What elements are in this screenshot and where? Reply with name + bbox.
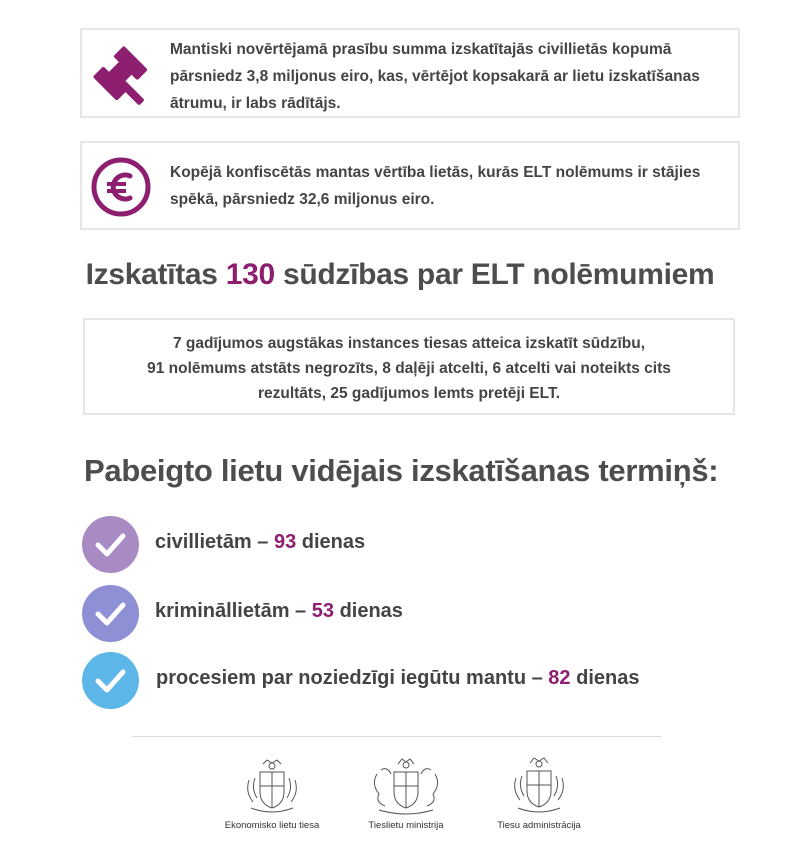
term-label: civillietām – bbox=[155, 531, 269, 553]
logo-economic-court bbox=[212, 758, 332, 831]
appeals-heading-prefix: Izskatītas bbox=[85, 258, 218, 291]
logo-court-administration bbox=[480, 756, 598, 831]
logo-label: Ekonomisko lietu tiesa bbox=[224, 820, 320, 831]
logo-ministry-of-justice bbox=[348, 756, 464, 831]
appeals-line-2: 91 nolēmums atstāts negrozīts, 8 daļēji atcelti, 6 atcelti vai noteikts cits bbox=[147, 360, 671, 377]
confiscation-card bbox=[80, 141, 740, 230]
appeals-line-1: 7 gadījumos augstākas instances tiesas atteica izskatīt sūdzību, bbox=[172, 335, 646, 352]
term-value: 93 bbox=[273, 531, 297, 553]
appeals-count: 130 bbox=[225, 258, 275, 291]
term-value: 53 bbox=[311, 600, 334, 622]
appeals-heading-suffix: sūdzības par ELT nolēmumiem bbox=[282, 258, 715, 291]
claims-text: Mantiski novērtējamā prasību summa izskatītajās civillietās kopumā pārsniedz 3,8 miljonus eiro, kas, vērtējot kopsakarā ar lietu izskatīšanas ātrumu, ir labs rādītājs. bbox=[170, 41, 700, 112]
coat-of-arms-icon bbox=[508, 756, 570, 816]
appeals-summary-box bbox=[83, 318, 735, 415]
term-item-proceeds bbox=[82, 652, 722, 710]
logo-label: Tieslietu ministrija bbox=[368, 820, 444, 831]
logo-label: Tiesu administrācija bbox=[497, 820, 581, 831]
term-label: procesiem par noziedzīgi iegūtu mantu – bbox=[156, 667, 543, 689]
term-item-civil bbox=[82, 516, 722, 574]
confiscation-text: Kopējā konfiscētās mantas vērtība lietās, kurās ELT nolēmums ir stājies spēkā, pārsniedz 32,6 miljonus eiro. bbox=[170, 164, 701, 208]
claims-card bbox=[80, 28, 740, 118]
euro-icon bbox=[90, 156, 152, 218]
term-unit: dienas bbox=[576, 667, 640, 689]
coat-of-arms-icon bbox=[241, 758, 303, 816]
term-unit: dienas bbox=[339, 600, 403, 622]
footer-divider bbox=[132, 736, 662, 737]
gavel-icon bbox=[90, 43, 152, 105]
appeals-line-3: rezultāts, 25 gadījumos lemts pretēji ELT. bbox=[257, 385, 561, 402]
appeals-heading bbox=[0, 258, 800, 292]
check-icon bbox=[82, 585, 139, 642]
term-unit: dienas bbox=[301, 531, 366, 553]
check-icon bbox=[82, 516, 139, 573]
term-label: krimināllietām – bbox=[155, 600, 307, 622]
check-icon bbox=[82, 652, 139, 709]
term-value: 82 bbox=[548, 667, 571, 689]
coat-of-arms-icon bbox=[367, 756, 445, 816]
terms-heading: Pabeigto lietu vidējais izskatīšanas termiņš: bbox=[84, 453, 719, 488]
term-item-criminal bbox=[82, 585, 722, 643]
